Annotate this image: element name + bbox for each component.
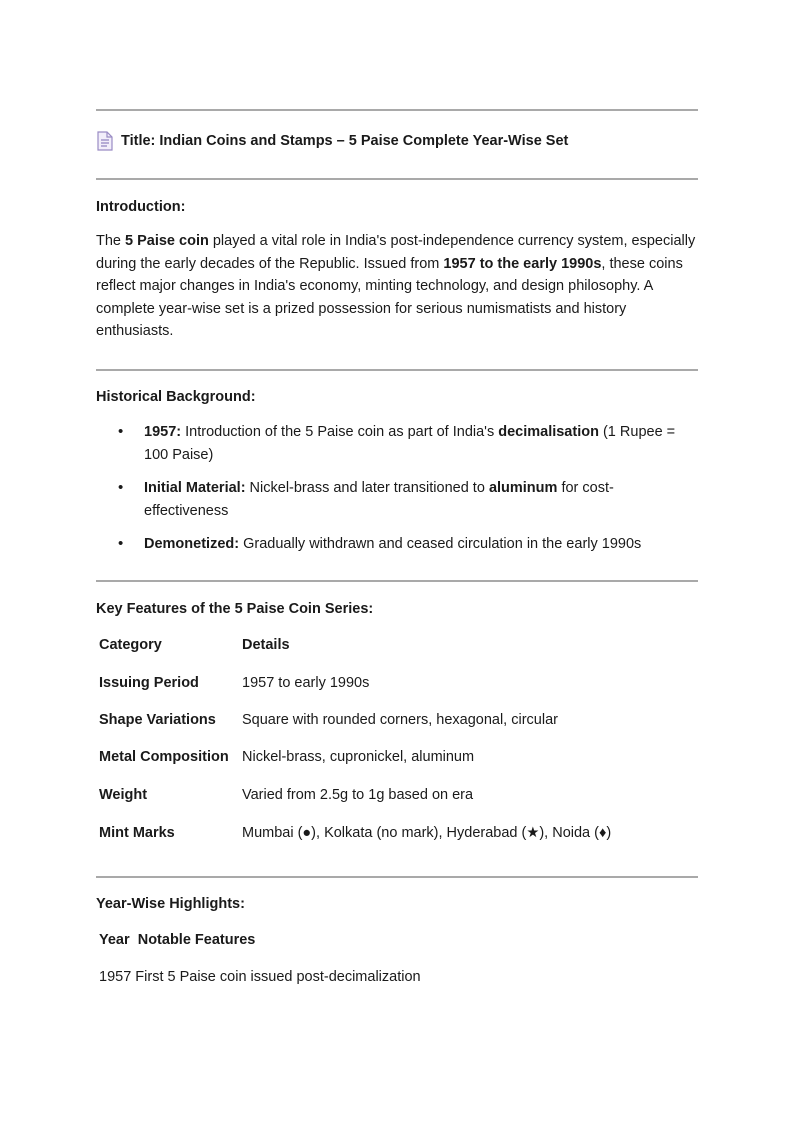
page-title: Title: Indian Coins and Stamps – 5 Paise Complete Year-Wise Set <box>121 133 569 149</box>
column-header: Category <box>99 637 162 653</box>
historical-heading: Historical Background: <box>96 389 256 405</box>
table-cell: 1957 <box>99 969 132 985</box>
table-header-row <box>99 932 255 948</box>
column-header: Details <box>242 637 290 653</box>
list-item: • Demonetized: Gradually withdrawn and ceased circulation in the early 1990s <box>96 533 696 556</box>
table-cell: Varied from 2.5g to 1g based on era <box>242 787 474 803</box>
introduction-paragraph: The 5 Paise coin played a vital role in India's post-independence currency system, especially during the early decades of the Republic. Issued from 1957 to the early 1990s, these coins reflect major changes in India's economy, minting technology, and design philosophy. A complete year-wise set is a prized possession for serious numismatists and history enthusiasts. <box>96 233 696 340</box>
divider <box>96 178 698 180</box>
table-row <box>99 969 421 985</box>
list-item: • Initial Material: Nickel-brass and later transitioned to aluminum for cost-effectiveness <box>96 477 696 522</box>
yearwise-heading: Year-Wise Highlights: <box>96 896 245 912</box>
column-header: Year <box>99 932 130 948</box>
divider <box>96 109 698 111</box>
table-cell: Mint Marks <box>99 825 175 841</box>
table-cell: Issuing Period <box>99 675 199 691</box>
table-cell: Nickel-brass, cupronickel, aluminum <box>242 749 475 765</box>
table-cell: First 5 Paise coin issued post-decimalization <box>135 969 421 985</box>
divider <box>96 580 698 582</box>
table-cell: Shape Variations <box>99 712 216 728</box>
table-cell: Square with rounded corners, hexagonal, circular <box>242 712 558 728</box>
document-icon <box>96 131 114 151</box>
table-cell: 1957 to early 1990s <box>242 675 370 691</box>
introduction-heading: Introduction: <box>96 199 186 215</box>
list-item: • 1957: Introduction of the 5 Paise coin as part of India's decimalisation (1 Rupee = 100 Paise) <box>96 421 696 466</box>
column-header: Notable Features <box>137 932 256 948</box>
divider <box>96 369 698 371</box>
title-row <box>96 131 568 151</box>
features-heading: Key Features of the 5 Paise Coin Series: <box>96 601 374 617</box>
table-cell: Metal Composition <box>99 749 229 765</box>
table-cell: Mumbai (●), Kolkata (no mark), Hyderabad (★), Noida (♦) <box>242 825 612 841</box>
historical-list <box>96 421 696 567</box>
table-cell: Weight <box>99 787 148 803</box>
divider <box>96 876 698 878</box>
